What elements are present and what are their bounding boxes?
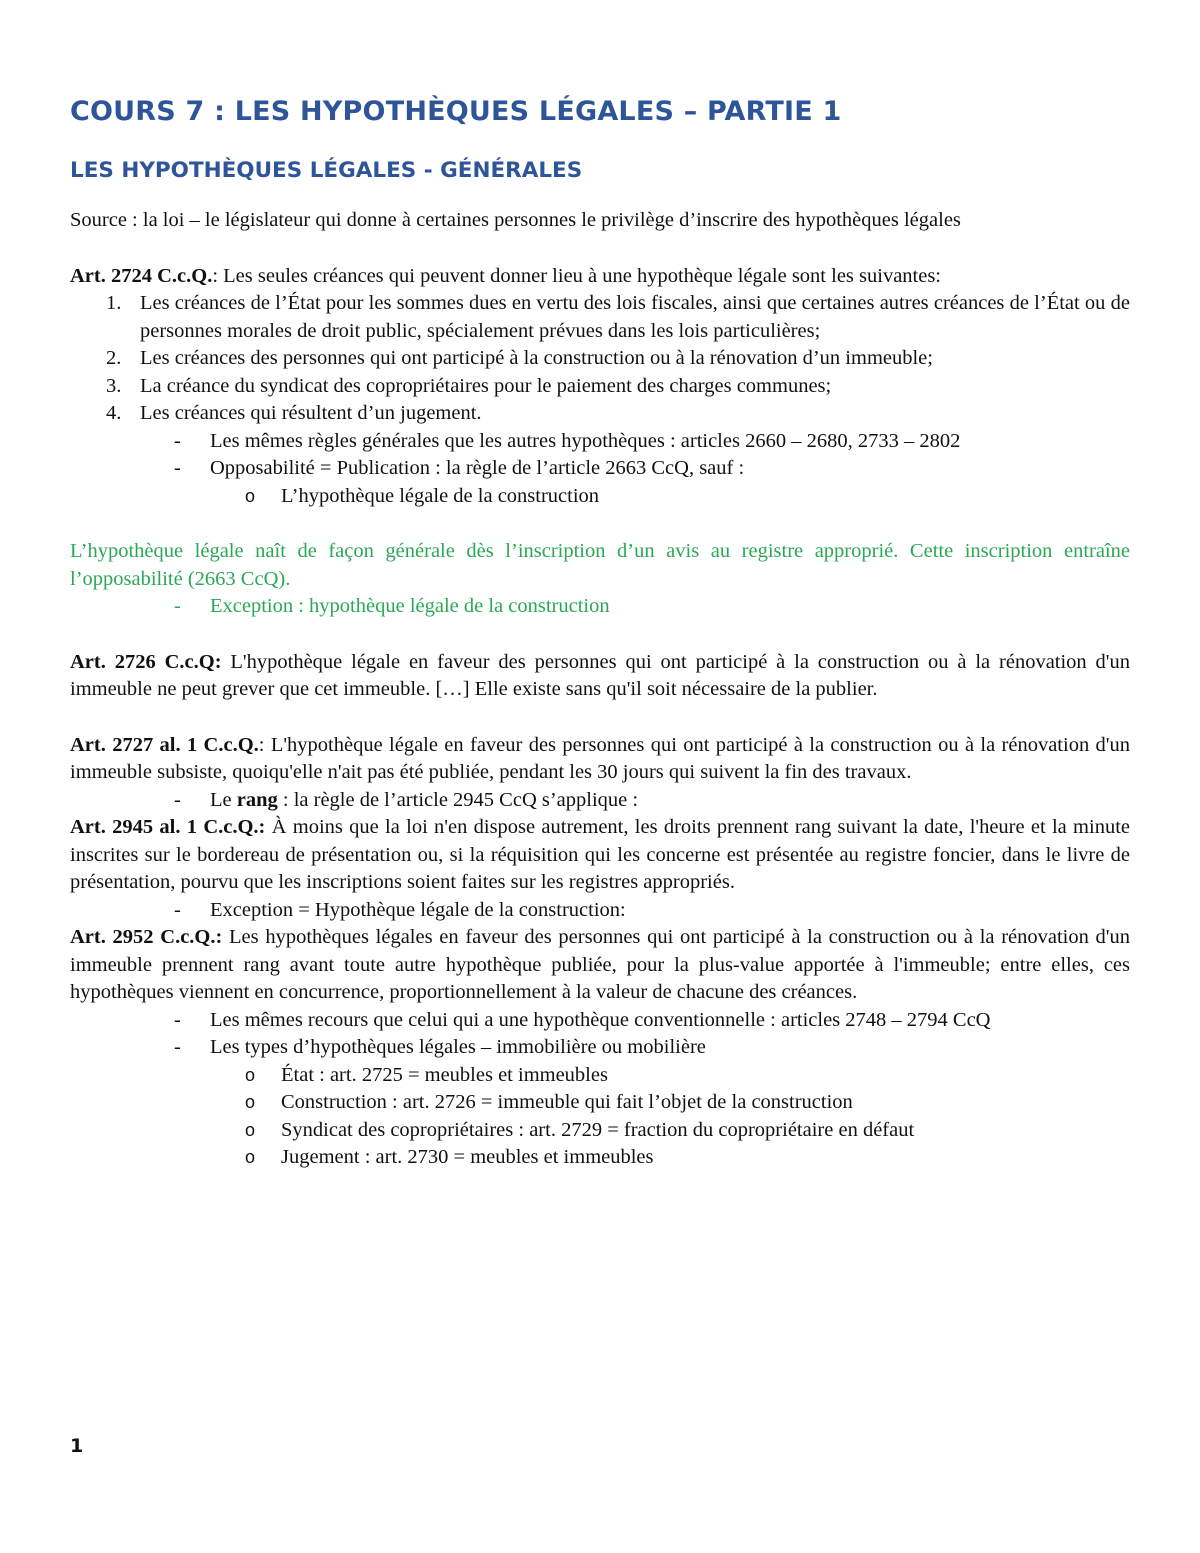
- green-dash-list: [70, 593, 1130, 621]
- article-ref: Art. 2952 C.c.Q.:: [70, 926, 223, 948]
- circle-marker: o: [245, 1119, 256, 1140]
- dash-marker: -: [174, 429, 181, 452]
- list-item-text: Les créances de l’État pour les sommes dues en vertu des lois fiscales, ainsi que certaines autres créances de l’État ou de personnes morales de droit public, spécialement prévues dans les lois particulières;: [140, 292, 1130, 342]
- dash-item: [70, 428, 1130, 456]
- art-2727-paragraph: [70, 732, 1130, 787]
- article-ref: Art. 2724 C.c.Q.: [70, 264, 213, 287]
- dash-item-text: Exception = Hypothèque légale de la construction:: [210, 898, 626, 921]
- circle-item-text: L’hypothèque légale de la construction: [281, 484, 600, 507]
- list-item-text: Les créances des personnes qui ont participé à la construction ou à la rénovation d’un immeuble;: [140, 347, 933, 369]
- dash-marker: -: [174, 595, 181, 617]
- page-number: 1: [70, 1435, 84, 1457]
- art-2945-paragraph: [70, 814, 1130, 897]
- numbered-list: [70, 290, 1130, 428]
- dash-item: [70, 1007, 1130, 1035]
- art-2724-paragraph: [70, 263, 1130, 291]
- article-text: : Les seules créances qui peuvent donner lieu à une hypothèque légale sont les suivantes:: [212, 264, 942, 287]
- dash-list: [70, 428, 1130, 483]
- dash-list: [70, 1007, 1130, 1062]
- circle-marker: o: [245, 1147, 256, 1167]
- dash-item: [70, 455, 1130, 483]
- article-text: : L'hypothèque légale en faveur des personnes qui ont participé à la construction ou à la rénovation d'un immeuble subsiste, quoiqu'elle n'ait pas été publiée, pendant les 30 jours qui suivent la fin des travaux.: [70, 733, 1130, 783]
- circle-item: [70, 1144, 1130, 1172]
- dash-item: [70, 593, 1130, 621]
- dash-marker: -: [174, 1036, 181, 1058]
- dash-item-text: Opposabilité = Publication : la règle de l’article 2663 CcQ, sauf :: [210, 457, 745, 479]
- article-ref: Art. 2945 al. 1 C.c.Q.:: [70, 816, 266, 838]
- list-item: [70, 290, 1130, 345]
- art-2726-paragraph: [70, 649, 1130, 704]
- article-text: L'hypothèque légale en faveur des personnes qui ont participé à la construction ou à la rénovation d'un immeuble ne peut grever que cet immeuble. […] Elle existe sans qu'il soit nécessaire de la publier.: [70, 650, 1131, 700]
- dash-marker: -: [174, 1008, 181, 1031]
- dash-item-text: Les types d’hypothèques légales – immobilière ou mobilière: [210, 1036, 706, 1058]
- dash-item: [70, 1034, 1130, 1062]
- dash-marker: -: [174, 457, 181, 479]
- green-paragraph: L’hypothèque légale naît de façon générale dès l’inscription d’un avis au registre approprié. Cette inscription entraîne l’opposabilité (2663 CcQ).: [70, 540, 1130, 590]
- dash-item: [70, 897, 1130, 925]
- circle-item: [70, 1089, 1130, 1117]
- list-number: 3.: [106, 374, 122, 397]
- list-item: [70, 345, 1130, 373]
- dash-item: [70, 787, 1130, 815]
- circle-list: [70, 483, 1130, 511]
- article-text: Les hypothèques légales en faveur des personnes qui ont participé à la construction ou à la rénovation d'un immeuble prennent rang avant toute autre hypothèque publiée, pour la plus-value apportée à l'immeuble; entre elles, ces hypothèques viennent en concurrence, proportionnellement à la valeur de chacune des créances.: [70, 926, 1131, 1003]
- dash-marker: -: [174, 788, 181, 811]
- list-item-text: Les créances qui résultent d’un jugement.: [140, 402, 482, 424]
- circle-item-text: Construction : art. 2726 = immeuble qui fait l’objet de la construction: [281, 1091, 853, 1113]
- circle-item: [70, 1062, 1130, 1090]
- circle-marker: o: [245, 1064, 256, 1085]
- rang-bold: rang: [236, 788, 278, 811]
- article-ref: Art. 2726 C.c.Q:: [70, 650, 222, 673]
- dash-item-text: Les mêmes règles générales que les autres hypothèques : articles 2660 – 2680, 2733 – 2802: [210, 429, 961, 452]
- list-number: 2.: [106, 347, 122, 369]
- document-page: [70, 0, 1130, 1172]
- article-text: À moins que la loi n'en dispose autrement, les droits prennent rang suivant la date, l'heure et la minute inscrites sur le bordereau de présentation ou, si la réquisition qui les concerne est présentée au registre foncier, dans le livre de présentation, pourvu que les inscriptions soient faites sur les registres appropriés.: [70, 816, 1130, 893]
- dash-list: [70, 787, 1130, 815]
- page-title: COURS 7 : LES HYPOTHÈQUES LÉGALES – PARTIE 1: [70, 96, 842, 127]
- circle-list: [70, 1062, 1130, 1172]
- list-item: [70, 373, 1130, 401]
- dash-item-text: Exception : hypothèque légale de la construction: [210, 595, 610, 617]
- dash-item-text: Les mêmes recours que celui qui a une hypothèque conventionnelle : articles 2748 – 2794 CcQ: [210, 1008, 991, 1031]
- circle-marker: o: [245, 1092, 256, 1112]
- circle-item: [70, 1117, 1130, 1145]
- source-paragraph: Source : la loi – le législateur qui donne à certaines personnes le privilège d’inscrire des hypothèques légales: [70, 209, 961, 231]
- list-number: 1.: [106, 292, 122, 314]
- circle-item-text: État : art. 2725 = meubles et immeubles: [281, 1063, 608, 1086]
- rang-post: : la règle de l’article 2945 CcQ s’applique :: [277, 788, 639, 811]
- dash-marker: -: [174, 898, 181, 921]
- art-2952-paragraph: [70, 924, 1130, 1007]
- list-item: [70, 400, 1130, 428]
- circle-item: [70, 483, 1130, 511]
- section-heading: LES HYPOTHÈQUES LÉGALES - GÉNÉRALES: [70, 158, 583, 183]
- list-item-text: La créance du syndicat des copropriétaires pour le paiement des charges communes;: [140, 374, 832, 397]
- rang-pre: Le: [210, 788, 237, 811]
- circle-marker: o: [245, 485, 256, 506]
- dash-list: [70, 897, 1130, 925]
- list-number: 4.: [106, 402, 122, 424]
- circle-item-text: Syndicat des copropriétaires : art. 2729 = fraction du copropriétaire en défaut: [281, 1118, 915, 1141]
- circle-item-text: Jugement : art. 2730 = meubles et immeubles: [281, 1146, 654, 1168]
- article-ref: Art. 2727 al. 1 C.c.Q.: [70, 733, 259, 756]
